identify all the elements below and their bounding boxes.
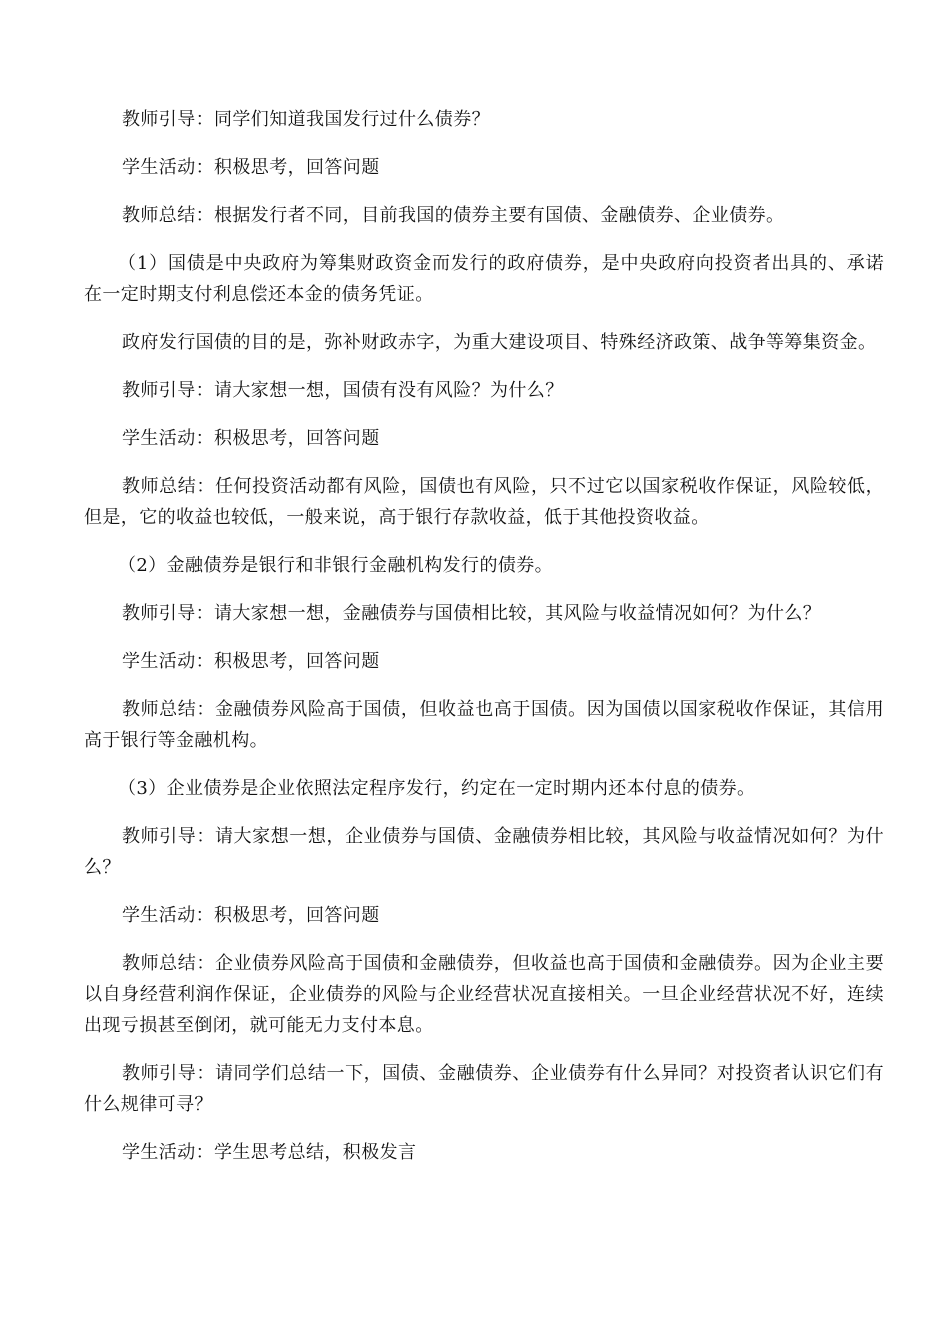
paragraph-teacher-guide-2: 教师引导：请大家想一想，国债有没有风险？为什么？ [122,380,564,401]
paragraph-teacher-summary-1: 教师总结：根据发行者不同，目前我国的债券主要有国债、金融债券、企业债券。 [122,205,785,226]
paragraph-corporate-bond-definition: （3）企业债券是企业依照法定程序发行，约定在一定时期内还本付息的债券。 [118,778,756,799]
paragraph-teacher-guide-5: 教师引导：请同学们总结一下，国债、金融债券、企业债券有什么异同？对投资者认识它们有什么规律可寻？ [84,1063,884,1115]
paragraph-student-activity-4: 学生活动：积极思考，回答问题 [122,905,380,926]
paragraph-teacher-guide-1: 教师引导：同学们知道我国发行过什么债券？ [122,109,490,130]
paragraph-teacher-summary-3: 教师总结：金融债券风险高于国债，但收益也高于国债。因为国债以国家税收作保证，其信用高于银行等金融机构。 [84,699,884,751]
paragraph-student-activity-2: 学生活动：积极思考，回答问题 [122,428,380,449]
paragraph-national-debt-purpose: 政府发行国债的目的是，弥补财政赤字，为重大建设项目、特殊经济政策、战争等筹集资金。 [122,332,877,353]
paragraph-student-activity-1: 学生活动：积极思考，回答问题 [122,157,380,178]
document-body [84,104,884,1185]
paragraph-teacher-guide-4: 教师引导：请大家想一想，企业债券与国债、金融债券相比较，其风险与收益情况如何？为什么？ [84,826,884,878]
paragraph-financial-bond-definition: （2）金融债券是银行和非银行金融机构发行的债券。 [118,555,554,576]
paragraph-student-activity-5: 学生活动：学生思考总结，积极发言 [122,1142,417,1163]
paragraph-teacher-summary-4: 教师总结：企业债券风险高于国债和金融债券，但收益也高于国债和金融债券。因为企业主要以自身经营利润作保证，企业债券的风险与企业经营状况直接相关。一旦企业经营状况不好，连续出现亏损甚至倒闭，就可能无力支付本息。 [84,953,884,1036]
paragraph-teacher-summary-2: 教师总结：任何投资活动都有风险，国债也有风险，只不过它以国家税收作保证，风险较低，但是，它的收益也较低，一般来说，高于银行存款收益，低于其他投资收益。 [84,476,884,528]
paragraph-national-debt-definition: （1）国债是中央政府为筹集财政资金而发行的政府债券，是中央政府向投资者出具的、承诺在一定时期支付利息偿还本金的债务凭证。 [84,253,884,305]
paragraph-student-activity-3: 学生活动：积极思考，回答问题 [122,651,380,672]
paragraph-teacher-guide-3: 教师引导：请大家想一想，金融债券与国债相比较，其风险与收益情况如何？为什么？ [122,603,822,624]
